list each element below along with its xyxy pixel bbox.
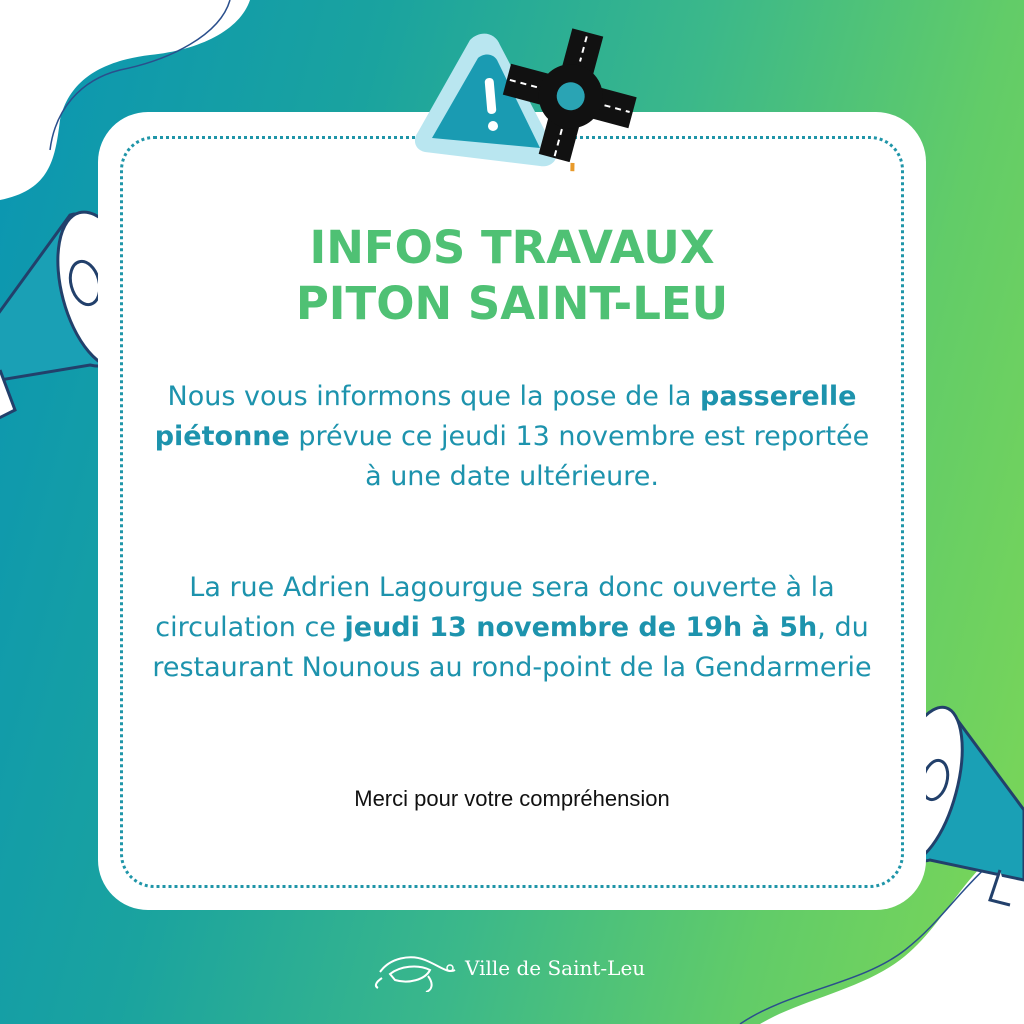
paragraph-bold-text: jeudi 13 novembre de 19h à 5h — [344, 612, 818, 643]
paragraph-bold-text: passerelle piétonne — [154, 381, 857, 452]
paragraph-text: , du restaurant Nounous au rond-point de la Gendarmerie — [152, 612, 872, 683]
paragraph-text: prévue ce jeudi 13 novembre est reportée à une date ultérieure. — [289, 421, 870, 492]
title-line-1: INFOS TRAVAUX — [309, 221, 715, 274]
footer-brand — [370, 948, 670, 992]
page-title — [100, 220, 924, 332]
paragraph-text: La rue Adrien Lagourgue sera donc ouverte à la circulation ce — [155, 572, 835, 643]
circulation-paragraph — [150, 568, 874, 688]
turtle-logo-icon — [370, 948, 460, 992]
title-line-2: PITON SAINT-LEU — [295, 277, 729, 330]
announcement-paragraph — [150, 377, 874, 497]
closing-message: Merci pour votre compréhension — [354, 786, 670, 811]
paragraph-text: Nous vous informons que la pose de la — [167, 381, 701, 412]
brand-name: Ville de Saint-Leu — [465, 956, 646, 980]
